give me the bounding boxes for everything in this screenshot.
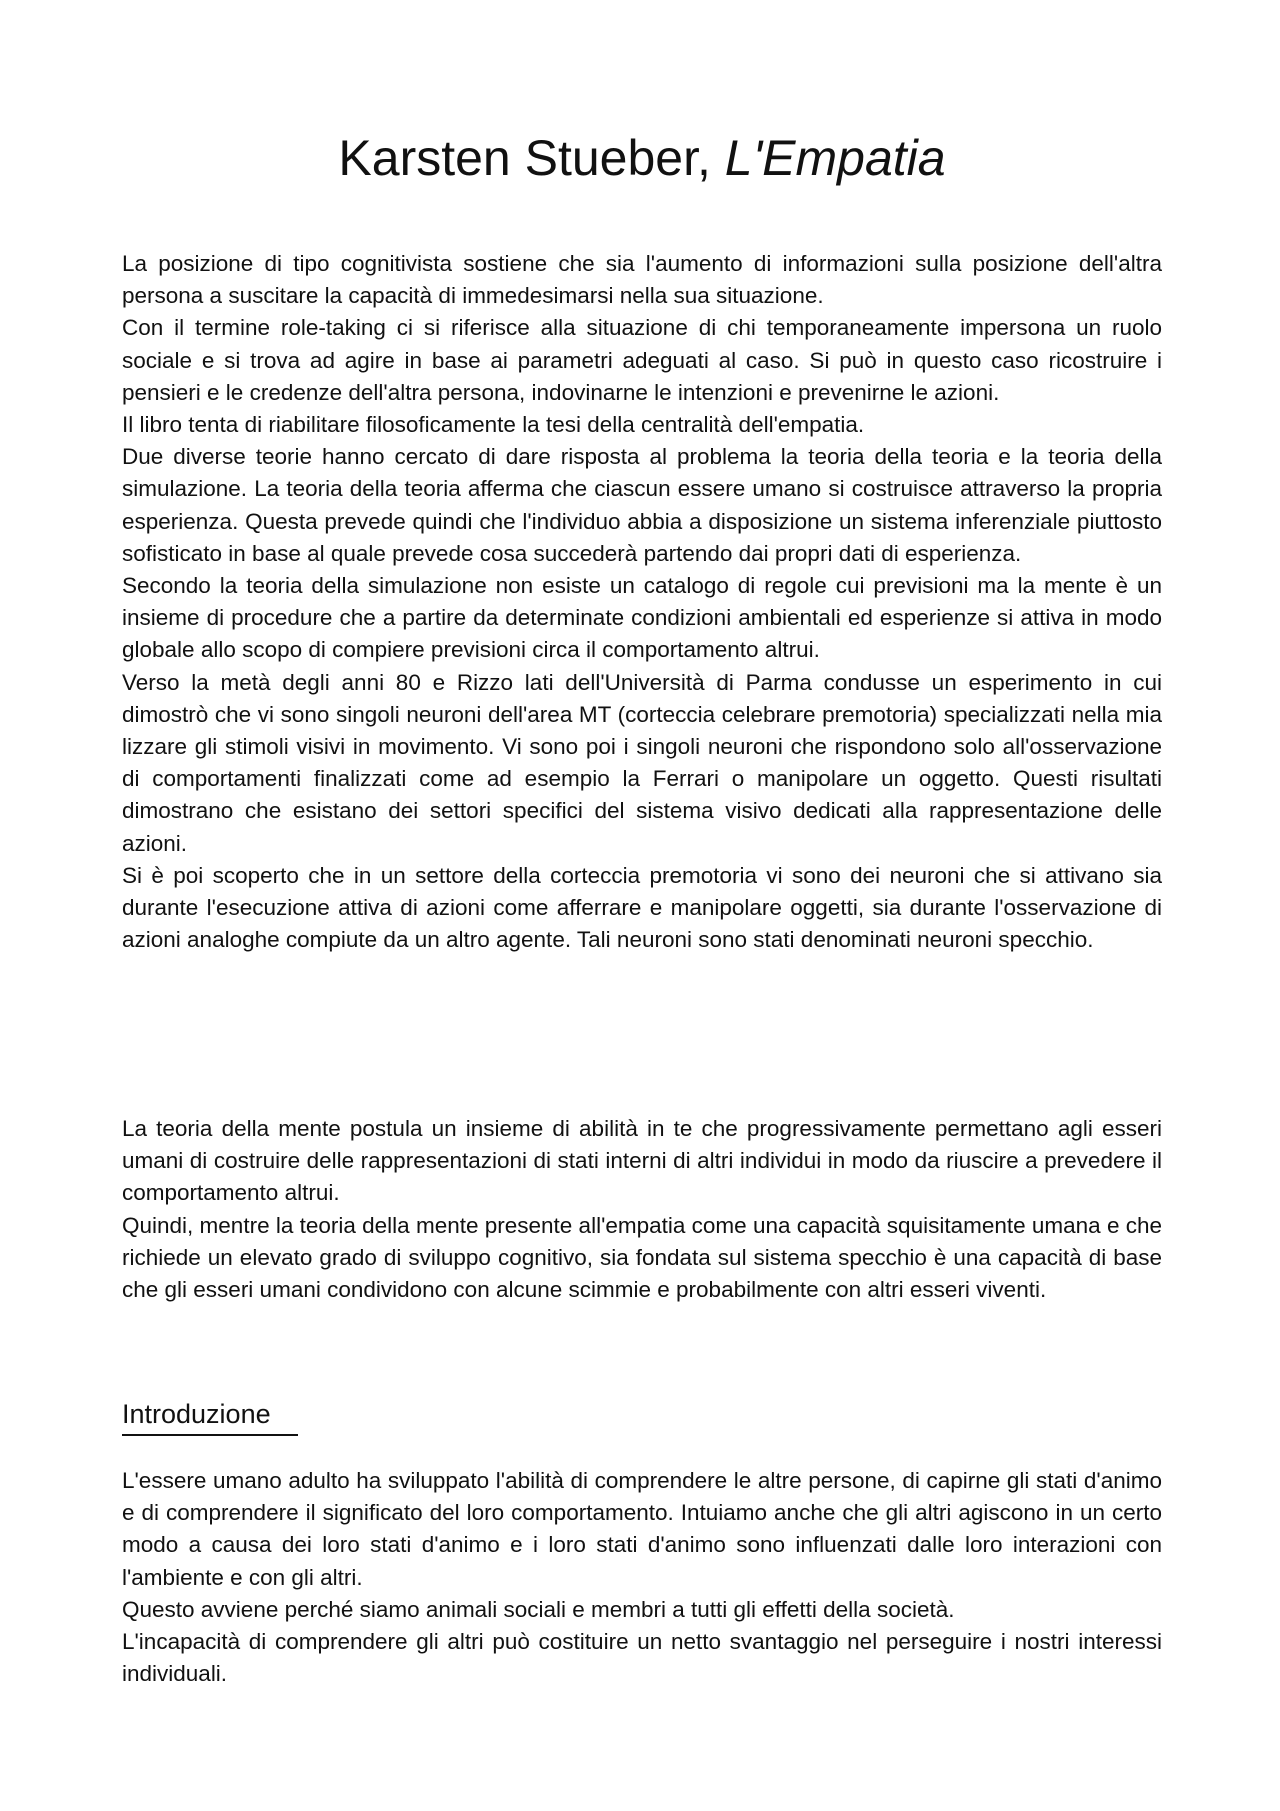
paragraph: Questo avviene perché siamo animali sociali e membri a tutti gli effetti della società. xyxy=(122,1596,955,1622)
paragraph: Con il termine role-taking ci si riferisce alla situazione di chi temporaneamente impersona un ruolo sociale e si trova ad agire in base ai parametri adeguati al caso. Si può in questo caso ricostruire i pensieri e le credenze dell'altra persona, indovinarne le intenzioni e prevenirne le azioni. xyxy=(122,315,1162,405)
title-book: L'Empatia xyxy=(724,130,946,186)
paragraph: L'essere umano adulto ha sviluppato l'abilità di comprendere le altre persone, di capirne gli stati d'animo e di comprendere il significato del loro comportamento. Intuiamo anche che gli altri agiscono in un certo modo a causa dei loro stati d'animo e i loro stati d'animo sono influenzati dalle loro interazioni con l'ambiente e con gli altri. xyxy=(122,1468,1162,1590)
paragraph: Verso la metà degli anni 80 e Rizzo lati dell'Università di Parma condusse un esperimento in cui dimostrò che vi sono singoli neuroni dell'area MT (corteccia celebrare premotoria) specializzati nella mia lizzare gli stimoli visivi in movimento. Vi sono poi i singoli neuroni che rispondono solo all'osservazione di comportamenti finalizzati come ad esempio la Ferrari o manipolare un oggetto. Questi risultati dimostrano che esistano dei settori specifici del sistema visivo dedicati alla rappresentazione delle azioni. xyxy=(122,669,1162,856)
paragraph: Si è poi scoperto che in un settore della corteccia premotoria vi sono dei neuroni che si attivano sia durante l'esecuzione attiva di azioni come afferrare e manipolare oggetti, sia durante l'osservazione di azioni analoghe compiute da un altro agente. Tali neuroni sono stati denominati neuroni specchio. xyxy=(122,862,1162,953)
paragraph: La teoria della mente postula un insieme di abilità in te che progressivamente permettano agli esseri umani di costruire delle rappresentazioni di stati interni di altri individui in modo da riuscire a prevedere il comportamento altrui. xyxy=(122,1116,1162,1206)
document-title xyxy=(122,128,1162,188)
section-cognitivism xyxy=(122,248,1162,956)
title-author: Karsten Stueber, xyxy=(338,130,725,186)
paragraph: Due diverse teorie hanno cercato di dare risposta al problema la teoria della teoria e la teoria della simulazione. La teoria della teoria afferma che ciascun essere umano si costruisce attraverso la propria esperienza. Questa prevede quindi che l'individuo abbia a disposizione un sistema inferenziale piuttosto sofisticato in base al quale prevede cosa succederà partendo dai propri dati di esperienza. xyxy=(122,444,1162,566)
section-heading-introduzione: Introduzione xyxy=(122,1396,298,1436)
paragraph: Quindi, mentre la teoria della mente presente all'empatia come una capacità squisitamente umana e che richiede un elevato grado di sviluppo cognitivo, sia fondata sul sistema specchio è una capacità di base che gli esseri umani condividono con alcune scimmie e probabilmente con altri esseri viventi. xyxy=(122,1212,1162,1303)
paragraph: Il libro tenta di riabilitare filosoficamente la tesi della centralità dell'empatia. xyxy=(122,412,865,438)
paragraph: La posizione di tipo cognitivista sostiene che sia l'aumento di informazioni sulla posizione dell'altra persona a suscitare la capacità di immedesimarsi nella sua situazione. xyxy=(122,251,1162,309)
paragraph: Secondo la teoria della simulazione non esiste un catalogo di regole cui previsioni ma la mente è un insieme di procedure che a partire da determinate condizioni ambientali ed esperienze si attiva in modo globale allo scopo di compiere previsioni circa il comportamento altrui. xyxy=(122,573,1162,663)
section-theory-of-mind xyxy=(122,1113,1162,1306)
paragraph: L'incapacità di comprendere gli altri può costituire un netto svantaggio nel perseguire i nostri interessi individuali. xyxy=(122,1629,1162,1687)
section-introduction xyxy=(122,1465,1162,1690)
